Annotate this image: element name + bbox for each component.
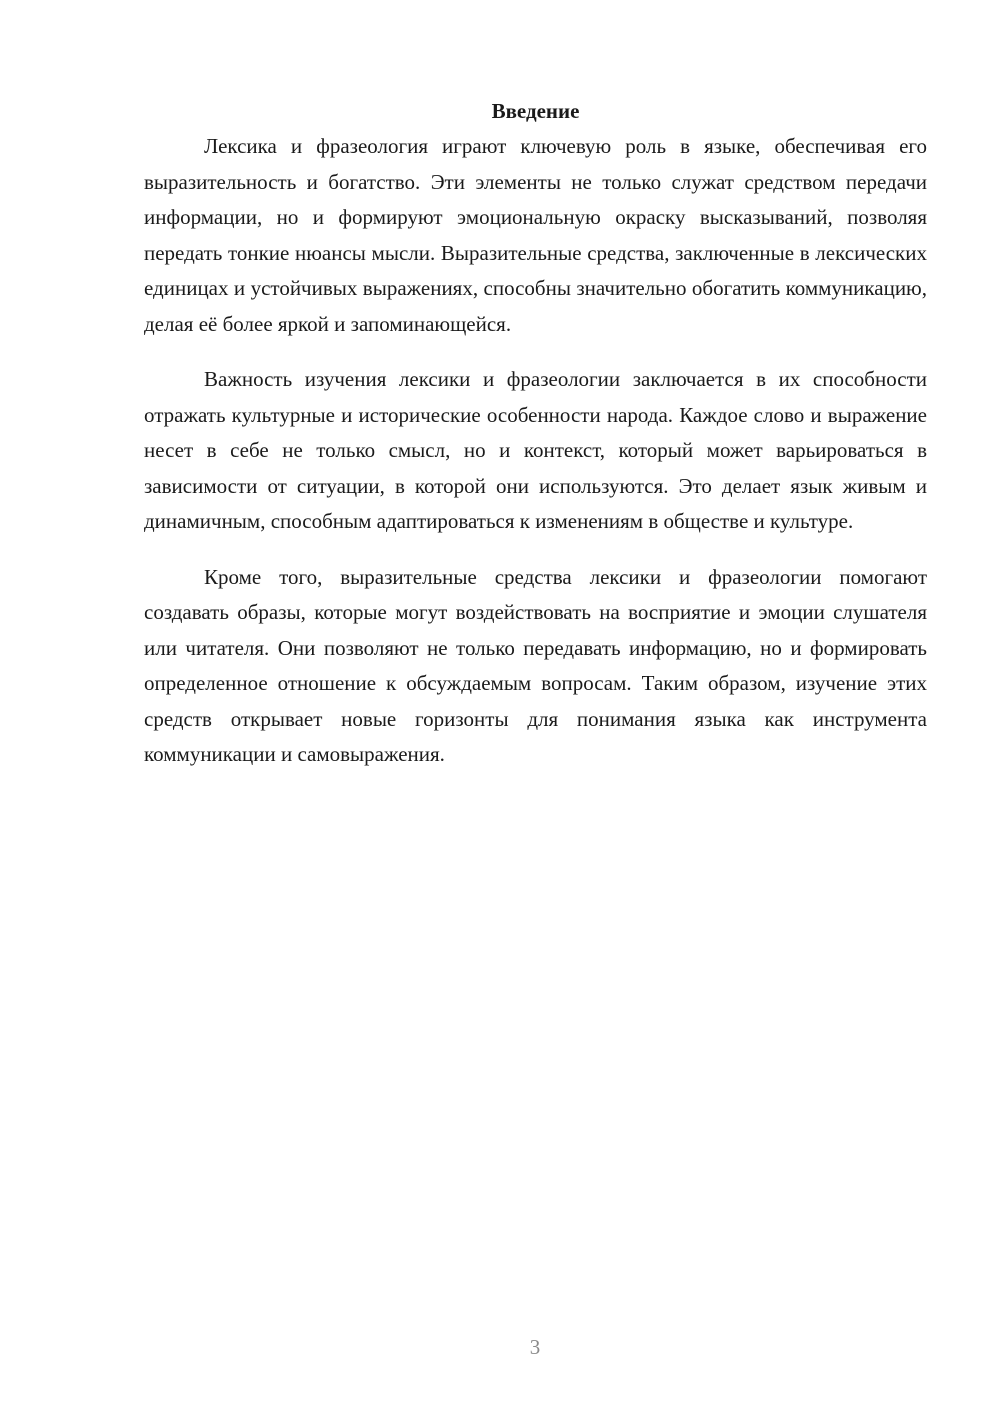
document-body	[144, 94, 927, 773]
section-title: Введение	[491, 99, 580, 123]
paragraph-3: Кроме того, выразительные средства лексики и фразеологии помогают создавать образы, которые могут воздействовать на восприятие и эмоции слушателя или читателя. Они позволяют не только передавать информацию, но и формировать определенное отношение к обсуждаемым вопросам. Таким образом, изучение этих средств открывает новые горизонты для понимания языка как инструмента коммуникации и самовыражения.	[144, 564, 927, 766]
paragraph-2: Важность изучения лексики и фразеологии заключается в их способности отражать культурные и исторические особенности народа. Каждое слово и выражение несет в себе не только смысл, но и контекст, который может варьироваться в зависимости от ситуации, в которой они используются. Это делает язык живым и динамичным, способным адаптироваться к изменениям в обществе и культуре.	[144, 367, 927, 533]
paragraph-1: Лексика и фразеология играют ключевую роль в языке, обеспечивая его выразительность и богатство. Эти элементы не только служат средством передачи информации, но и формируют эмоциональную окраску высказываний, позволяя передать тонкие нюансы мысли. Выразительные средства, заключенные в лексических единицах и устойчивых выражениях, способны значительно обогатить коммуникацию, делая её более яркой и запоминающейся.	[144, 134, 927, 336]
page-number: 3	[529, 1335, 541, 1359]
